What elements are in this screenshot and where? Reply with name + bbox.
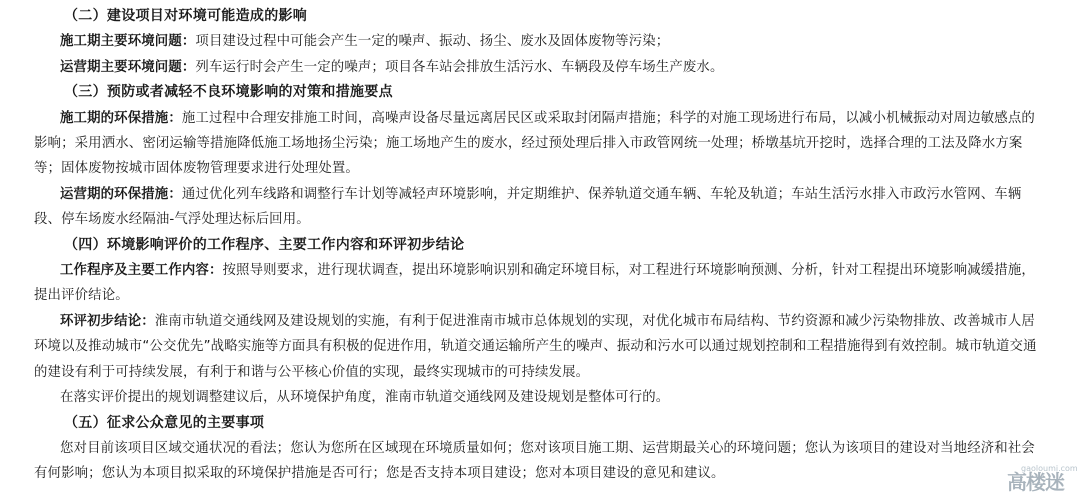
paragraph-public-items: 您对目前该项目区域交通状况的看法；您认为您所在区域现在环境质量如何；您对该项目施工期、运营期最关心的环境问题；您认为该项目的建设对当地经济和社会有何影响；您认为本项目拟采取的环境保护措施是否可行；您是否支持本项目建设；您对本项目建设的意见和建议。	[34, 440, 1035, 482]
construction-measures-text: 施工过程中合理安排施工时间，高噪声设备尽量远离居民区或采取封闭隔声措施；科学的对施工现场进行布局，以减小机械振动对周边敏感点的影响；采用洒水、密闭运输等措施降低施工场地扬尘污染；施工场地产生的废水，经过预处理后排入市政管网统一处理；桥墩基坑开挖时，选择合理的工法及降水方案等；固体废物按城市固体废物管理要求进行处理处置。	[34, 110, 1035, 177]
paragraph-procedure	[34, 258, 1042, 309]
paragraph-conclusion	[34, 309, 1042, 385]
watermark-logo	[1005, 460, 1078, 498]
heading-public: （五）征求公众意见的主要事项	[64, 414, 265, 431]
construction-measures-label: 施工期的环保措施：	[60, 110, 182, 126]
heading-impact: （二）建设项目对环境可能造成的影响	[64, 8, 308, 24]
watermark-logo-text: 高楼迷	[1007, 470, 1064, 494]
operation-measures-text: 通过优化列车线路和调整行车计划等减轻声环境影响，并定期维护、保养轨道交通车辆、车轮及轨道；车站生活污水排入市政污水管网、车辆段、停车场废水经隔油-气浮处理达标后回用。	[34, 186, 1022, 228]
paragraph-construction-measures	[34, 106, 1042, 182]
paragraph-construction-issues	[34, 29, 1042, 54]
heading-evaluation: （四）环境影响评价的工作程序、主要工作内容和环评初步结论	[64, 236, 465, 253]
operation-issues-label: 运营期主要环境问题：	[60, 59, 196, 75]
watermark-site-text: gaoloumi.com	[1021, 464, 1078, 473]
paragraph-operation-issues	[34, 55, 1042, 80]
procedure-text: 按照导则要求，进行现状调查，提出环境影响识别和确定环境目标，对工程进行环境影响预测、分析，针对工程提出环境影响减缓措施，提出评价结论。	[34, 263, 1035, 304]
paragraph-feasibility: 在落实评价提出的规划调整建议后，从环境保护角度，淮南市轨道交通线网及建设规划是整体可行的。	[60, 390, 670, 406]
operation-issues-text: 列车运行时会产生一定的噪声；项目各车站会排放生活污水、车辆段及停车场生产废水。	[195, 59, 724, 75]
construction-issues-text: 项目建设过程中可能会产生一定的噪声、振动、扬尘、废水及固体废物等污染；	[195, 34, 670, 50]
paragraph-operation-measures	[34, 182, 1042, 233]
document-body	[34, 4, 1042, 487]
heading-measures: （三）预防或者减轻不良环境影响的对策和措施要点	[64, 84, 393, 101]
operation-measures-label: 运营期的环保措施：	[60, 186, 182, 202]
construction-issues-label: 施工期主要环境问题：	[60, 34, 196, 50]
procedure-label: 工作程序及主要工作内容：	[60, 263, 223, 279]
conclusion-label: 环评初步结论：	[60, 313, 155, 329]
conclusion-text: 淮南市轨道交通线网及建设规划的实施，有利于促进淮南市城市总体规划的实现，对优化城市布局结构、节约资源和减少污染物排放、改善城市人居环境以及推动城市“公交优先”战略实施等方面具有积极的促进作用，轨道交通运输所产生的噪声、振动和污水可以通过规划控制和工程措施得到有效控制。城市轨道交通的建设有利于可持续发展，有利于和谐与公平核心价值的实现，最终实现城市的可持续发展。	[34, 313, 1037, 380]
